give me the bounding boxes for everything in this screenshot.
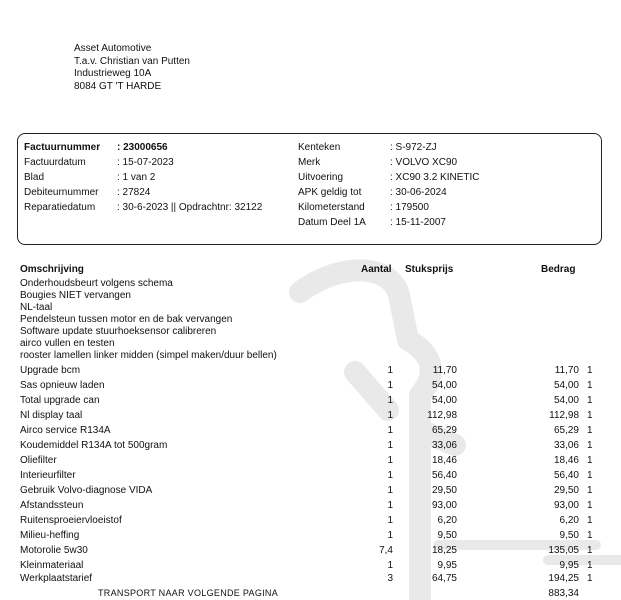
- item-vat-code: 1: [587, 545, 593, 556]
- address-street: Industrieweg 10A: [74, 68, 152, 79]
- item-description: Kleinmateriaal: [20, 560, 84, 571]
- info-label: Uitvoering: [298, 172, 344, 183]
- table-row: [0, 573, 621, 588]
- item-quantity: 1: [387, 500, 393, 511]
- header-description: Omschrijving: [20, 264, 84, 275]
- item-quantity: 1: [387, 410, 393, 421]
- table-row: [0, 440, 621, 455]
- item-vat-code: 1: [587, 470, 593, 481]
- info-value: : 15-07-2023: [117, 157, 174, 168]
- item-description: Koudemiddel R134A tot 500gram: [20, 440, 168, 451]
- item-quantity: 1: [387, 365, 393, 376]
- info-value: : 15-11-2007: [390, 217, 446, 228]
- item-vat-code: 1: [587, 500, 593, 511]
- header-unit-price: Stuksprijs: [405, 264, 454, 275]
- item-vat-code: 1: [587, 573, 593, 584]
- address-postal-city: 8084 GT 'T HARDE: [74, 80, 162, 92]
- item-description: Nl display taal: [20, 410, 83, 421]
- item-unit-price: 56,40: [431, 470, 457, 481]
- item-amount: 54,00: [553, 380, 579, 391]
- item-amount: 112,98: [549, 410, 579, 421]
- item-amount: 11,70: [554, 365, 579, 376]
- item-quantity: 1: [387, 395, 393, 406]
- info-label: Reparatiedatum: [24, 202, 96, 213]
- item-vat-code: 1: [587, 455, 593, 466]
- item-description: Sas opnieuw laden: [20, 380, 105, 391]
- item-quantity: 1: [387, 515, 393, 526]
- item-description: Motorolie 5w30: [20, 545, 88, 556]
- item-amount: 135,05: [548, 545, 579, 556]
- item-vat-code: 1: [587, 560, 593, 571]
- item-vat-code: 1: [587, 380, 593, 391]
- description-line: rooster lamellen linker midden (simpel maken/duur bellen): [20, 350, 277, 361]
- table-row: [0, 380, 621, 395]
- item-description: Gebruik Volvo-diagnose VIDA: [20, 485, 153, 496]
- info-label: Merk: [298, 157, 321, 168]
- info-value: : XC90 3.2 KINETIC: [390, 172, 480, 183]
- info-label: Debiteurnummer: [24, 187, 99, 198]
- description-line: airco vullen en testen: [20, 338, 115, 349]
- item-vat-code: 1: [587, 530, 593, 541]
- table-row: [0, 485, 621, 500]
- info-value: : 27824: [117, 187, 151, 198]
- item-vat-code: 1: [587, 410, 593, 421]
- item-unit-price: 112,98: [427, 410, 457, 421]
- table-row: [0, 410, 621, 425]
- table-row: [0, 365, 621, 380]
- info-label: Factuurdatum: [24, 157, 86, 168]
- info-label: Kilometerstand: [298, 202, 365, 213]
- item-unit-price: 29,50: [431, 485, 457, 496]
- item-description: Werkplaatstarief: [20, 573, 93, 584]
- item-description: Total upgrade can: [20, 395, 100, 406]
- info-value: : VOLVO XC90: [390, 157, 458, 168]
- item-description: Upgrade bcm: [20, 365, 81, 376]
- table-row: [0, 530, 621, 545]
- info-value: : 179500: [390, 202, 429, 213]
- info-label: Blad: [24, 172, 45, 183]
- description-line: Pendelsteun tussen motor en de bak vervangen: [20, 314, 233, 325]
- item-description: Airco service R134A: [20, 425, 111, 436]
- item-vat-code: 1: [587, 365, 593, 376]
- info-value: : 1 van 2: [117, 172, 156, 183]
- transport-total: 883,34: [548, 588, 579, 599]
- item-description: Ruitensproeiervloeistof: [20, 515, 122, 526]
- info-value: : S-972-ZJ: [390, 142, 437, 153]
- item-quantity: 1: [387, 380, 393, 391]
- info-label: Datum Deel 1A: [298, 217, 366, 228]
- header-quantity: Aantal: [361, 264, 392, 275]
- item-amount: 54,00: [553, 395, 579, 406]
- item-amount: 93,00: [553, 500, 579, 511]
- item-amount: 194,25: [548, 573, 579, 584]
- item-description: Oliefilter: [20, 455, 57, 466]
- table-row: [0, 425, 621, 440]
- item-unit-price: 93,00: [431, 500, 457, 511]
- item-quantity: 1: [387, 485, 393, 496]
- table-row: [0, 515, 621, 530]
- item-amount: 9,50: [559, 530, 579, 541]
- info-label: Kenteken: [298, 142, 341, 153]
- item-quantity: 1: [387, 470, 393, 481]
- item-vat-code: 1: [587, 395, 593, 406]
- item-quantity: 3: [387, 573, 393, 584]
- item-unit-price: 65,29: [431, 425, 457, 436]
- table-row: [0, 395, 621, 410]
- item-amount: 9,95: [559, 560, 579, 571]
- item-amount: 56,40: [553, 470, 579, 481]
- address-attention: T.a.v. Christian van Putten: [74, 55, 190, 67]
- item-quantity: 7,4: [379, 545, 393, 556]
- item-unit-price: 18,46: [431, 455, 457, 466]
- item-quantity: 1: [387, 455, 393, 466]
- recipient-address: [74, 43, 190, 93]
- description-line: Bougies NIET vervangen: [20, 290, 131, 301]
- table-row: [0, 545, 621, 560]
- table-row: [0, 500, 621, 515]
- info-label: Factuurnummer: [24, 142, 101, 153]
- item-quantity: 1: [387, 560, 393, 571]
- item-unit-price: 9,95: [437, 560, 457, 571]
- item-unit-price: 54,00: [431, 380, 457, 391]
- item-unit-price: 18,25: [431, 545, 457, 556]
- item-amount: 18,46: [553, 455, 579, 466]
- item-unit-price: 33,06: [431, 440, 457, 451]
- info-value: : 23000656: [117, 142, 168, 153]
- item-unit-price: 9,50: [437, 530, 457, 541]
- item-vat-code: 1: [587, 515, 593, 526]
- description-line: Software update stuurhoeksensor calibreren: [20, 326, 217, 337]
- address-company: Asset Automotive: [74, 43, 152, 54]
- item-amount: 65,29: [553, 425, 579, 436]
- item-vat-code: 1: [587, 425, 593, 436]
- item-description: Afstandssteun: [20, 500, 84, 511]
- item-vat-code: 1: [587, 485, 593, 496]
- item-unit-price: 54,00: [431, 395, 457, 406]
- item-vat-code: 1: [587, 440, 593, 451]
- info-value: : 30-6-2023 || Opdrachtnr: 32122: [117, 202, 263, 213]
- item-quantity: 1: [387, 530, 393, 541]
- transport-next-page-label: TRANSPORT NAAR VOLGENDE PAGINA: [98, 588, 279, 598]
- description-line: NL-taal: [20, 302, 53, 313]
- item-amount: 29,50: [553, 485, 579, 496]
- item-unit-price: 64,75: [431, 573, 457, 584]
- item-quantity: 1: [387, 440, 393, 451]
- item-description: Milieu-heffing: [20, 530, 80, 541]
- item-unit-price: 11,70: [432, 365, 457, 376]
- item-description: Interieurfilter: [20, 470, 76, 481]
- header-amount: Bedrag: [541, 264, 576, 275]
- table-row: [0, 470, 621, 485]
- item-amount: 6,20: [559, 515, 579, 526]
- description-line: Onderhoudsbeurt volgens schema: [20, 278, 173, 289]
- item-amount: 33,06: [553, 440, 579, 451]
- item-quantity: 1: [387, 425, 393, 436]
- info-value: : 30-06-2024: [390, 187, 447, 198]
- table-row: [0, 455, 621, 470]
- item-unit-price: 6,20: [437, 515, 457, 526]
- info-label: APK geldig tot: [298, 187, 362, 198]
